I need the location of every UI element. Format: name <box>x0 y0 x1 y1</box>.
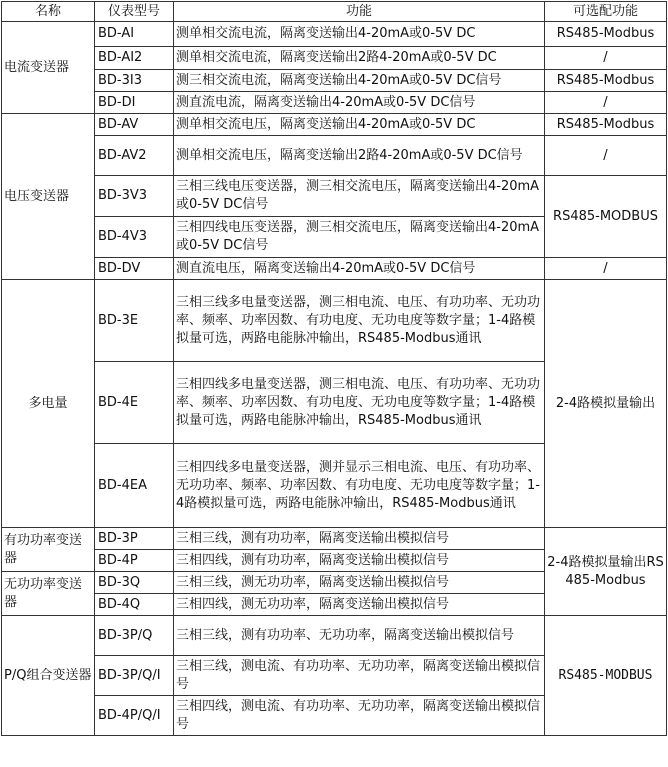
function-cell: 三相四线，测有功功率，隔离变送输出模拟信号 <box>174 550 545 572</box>
group-multi: 多电量 <box>2 280 95 528</box>
model-cell: BD-AV <box>95 114 174 136</box>
option-cell: RS485-Modbus <box>545 114 667 136</box>
model-cell: BD-3I3 <box>95 70 174 92</box>
table-row <box>2 280 667 362</box>
option-cell: RS485-Modbus <box>545 22 667 47</box>
model-cell: BD-DI <box>95 92 174 114</box>
header-options: 可选配功能 <box>545 2 667 22</box>
function-cell: 三相四线，测无功功率，隔离变送输出模拟信号 <box>174 594 545 616</box>
product-table <box>1 1 667 736</box>
table-row <box>2 114 667 136</box>
model-cell: BD-4V3 <box>95 217 174 258</box>
model-cell: BD-3Q <box>95 572 174 594</box>
function-cell: 三相四线多电量变送器，测三相电流、电压、有功功率、无功功率、频率、功率因数、有功电度、无功电度等数字量；1-4路模拟量可选，两路电能脉冲输出，RS485-Modbus通讯 <box>174 362 545 444</box>
function-cell: 测单相交流电压，隔离变送输出4-20mA或0-5V DC <box>174 114 545 136</box>
model-cell: BD-3E <box>95 280 174 362</box>
group-pq: P/Q组合变送器 <box>2 616 95 736</box>
function-cell: 测三相交流电流，隔离变送输出4-20mA或0-5V DC信号 <box>174 70 545 92</box>
function-cell: 三相四线多电量变送器，测并显示三相电流、电压、有功功率、无功功率、频率、功率因数、有功电度、无功电度等数字量；1-4路模拟量可选，两路电能脉冲输出，RS485-Modbus通讯 <box>174 444 545 528</box>
group-reactive-power: 无功功率变送器 <box>2 572 95 616</box>
model-cell: BD-AV2 <box>95 136 174 176</box>
table-row <box>2 22 667 47</box>
option-cell: 2-4路模拟量输出RS485-Modbus <box>545 528 667 616</box>
header-row <box>2 2 667 22</box>
model-cell: BD-AI <box>95 22 174 47</box>
model-cell: BD-4E <box>95 362 174 444</box>
option-cell: / <box>545 92 667 114</box>
model-cell: BD-4P <box>95 550 174 572</box>
function-cell: 三相三线，测无功功率，隔离变送输出模拟信号 <box>174 572 545 594</box>
table-row <box>2 616 667 656</box>
model-cell: BD-AI2 <box>95 47 174 70</box>
table-row <box>2 70 667 92</box>
model-cell: BD-DV <box>95 258 174 280</box>
table-row <box>2 176 667 217</box>
header-function: 功能 <box>174 2 545 22</box>
option-cell: / <box>545 47 667 70</box>
function-cell: 三相四线电压变送器，测三相交流电压，隔离变送输出4-20mA或0-5V DC信号 <box>174 217 545 258</box>
function-cell: 三相四线，测电流、有功功率、无功功率，隔离变送输出模拟信号 <box>174 696 545 736</box>
function-cell: 三相三线电压变送器，测三相交流电压，隔离变送输出4-20mA或0-5V DC信号 <box>174 176 545 217</box>
function-cell: 测直流电流，隔离变送输出4-20mA或0-5V DC信号 <box>174 92 545 114</box>
function-cell: 测单相交流电压，隔离变送输出2路4-20mA或0-5V DC信号 <box>174 136 545 176</box>
option-cell: RS485-MODBUS <box>545 616 667 736</box>
option-cell: / <box>545 258 667 280</box>
group-voltage: 电压变送器 <box>2 114 95 280</box>
table-row <box>2 258 667 280</box>
option-cell: / <box>545 136 667 176</box>
table-row <box>2 92 667 114</box>
function-cell: 三相三线，测电流、有功功率、无功功率，隔离变送输出模拟信号 <box>174 656 545 696</box>
model-cell: BD-4EA <box>95 444 174 528</box>
option-cell: 2-4路模拟量输出 <box>545 280 667 528</box>
model-cell: BD-3P <box>95 528 174 550</box>
function-cell: 三相三线，测有功功率、无功功率，隔离变送输出模拟信号 <box>174 616 545 656</box>
table-row <box>2 136 667 176</box>
table-row <box>2 47 667 70</box>
group-active-power: 有功功率变送器 <box>2 528 95 572</box>
model-cell: BD-3V3 <box>95 176 174 217</box>
model-cell: BD-3P/Q/I <box>95 656 174 696</box>
function-cell: 测直流电压，隔离变送输出4-20mA或0-5V DC信号 <box>174 258 545 280</box>
function-cell: 测单相交流电流，隔离变送输出2路4-20mA或0-5V DC <box>174 47 545 70</box>
model-cell: BD-3P/Q <box>95 616 174 656</box>
function-cell: 三相三线多电量变送器，测三相电流、电压、有功功率、无功功率、频率、功率因数、有功电度、无功电度等数字量；1-4路模拟量可选，两路电能脉冲输出，RS485-Modbus通讯 <box>174 280 545 362</box>
function-cell: 三相三线，测有功功率，隔离变送输出模拟信号 <box>174 528 545 550</box>
function-cell: 测单相交流电流，隔离变送输出4-20mA或0-5V DC <box>174 22 545 47</box>
table-row <box>2 528 667 550</box>
option-cell: RS485-Modbus <box>545 70 667 92</box>
option-cell: RS485-MODBUS <box>545 176 667 258</box>
model-cell: BD-4P/Q/I <box>95 696 174 736</box>
model-cell: BD-4Q <box>95 594 174 616</box>
group-current: 电流变送器 <box>2 22 95 114</box>
header-name: 名称 <box>2 2 95 22</box>
header-model: 仪表型号 <box>95 2 174 22</box>
